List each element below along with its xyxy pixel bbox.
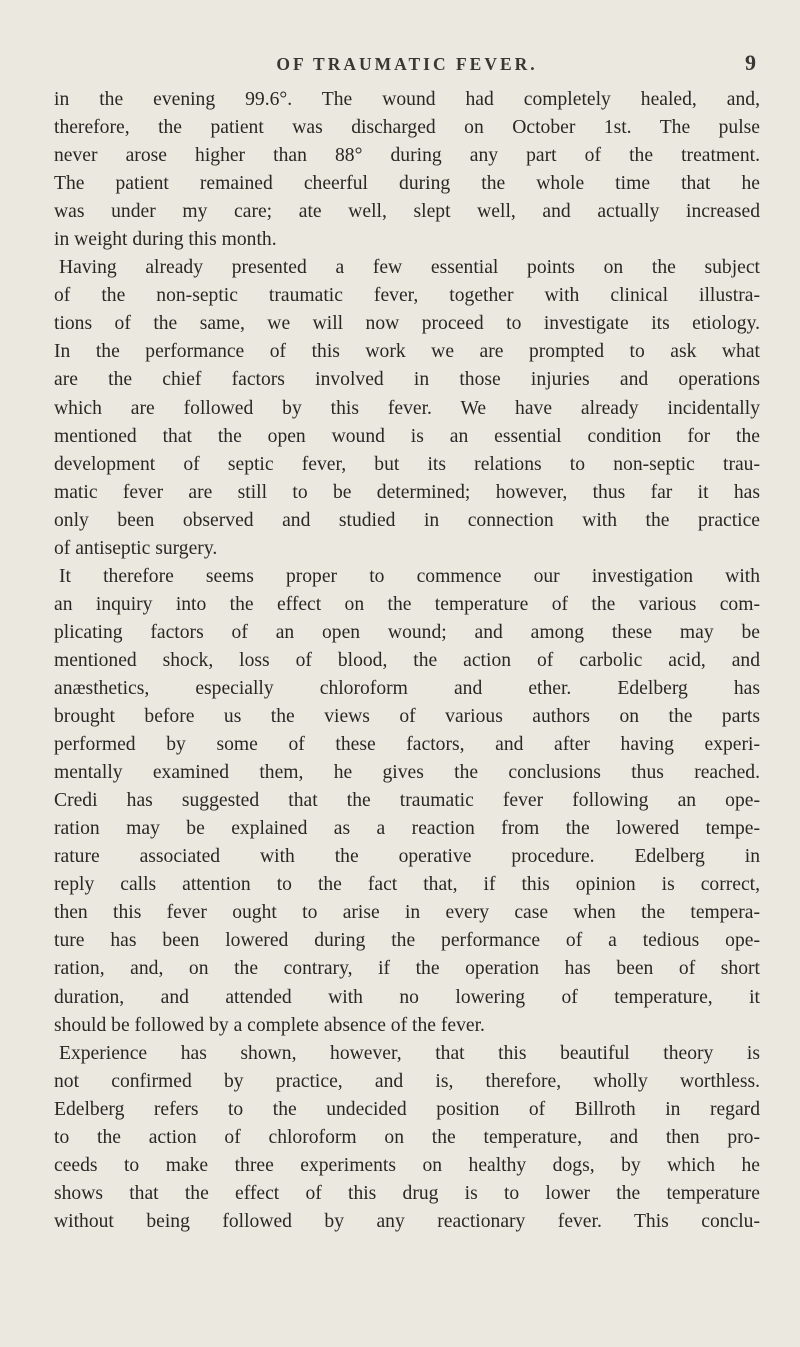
text-line: The patient remained cheerful during the whole time that he bbox=[54, 173, 760, 195]
text-line: rature associated with the operative procedure. Edelberg in bbox=[54, 846, 760, 868]
text-line: anæsthetics, especially chloroform and ether. Edelberg has bbox=[54, 677, 760, 699]
text-line: In the performance of this work we are prompted to ask what bbox=[54, 341, 760, 363]
text-line: then this fever ought to arise in every case when the tempera- bbox=[54, 902, 760, 924]
text-line: was under my care; ate well, slept well, and actually increased bbox=[54, 201, 760, 223]
text-line: Experience has shown, however, that this beautiful theory is bbox=[59, 1042, 760, 1064]
text-line: performed by some of these factors, and after having experi- bbox=[54, 734, 760, 756]
text-line: ture has been lowered during the performance of a tedious ope- bbox=[54, 930, 760, 952]
text-line: Edelberg refers to the undecided position of Billroth in regard bbox=[54, 1098, 760, 1120]
text-line: development of septic fever, but its relations to non-septic trau- bbox=[54, 453, 760, 475]
text-line: not confirmed by practice, and is, therefore, wholly worthless. bbox=[54, 1070, 760, 1092]
text-line: Credi has suggested that the traumatic fever following an ope- bbox=[54, 790, 760, 812]
text-line: mentally examined them, he gives the conclusions thus reached. bbox=[54, 762, 760, 784]
text-line: never arose higher than 88° during any part of the treatment. bbox=[54, 145, 760, 167]
text-line: an inquiry into the effect on the temperature of the various com- bbox=[54, 593, 760, 615]
text-line: mentioned shock, loss of blood, the action of carbolic acid, and bbox=[54, 649, 760, 671]
text-line: which are followed by this fever. We have already incidentally bbox=[54, 397, 760, 419]
text-line: to the action of chloroform on the temperature, and then pro- bbox=[54, 1126, 760, 1148]
text-line: in weight during this month. bbox=[54, 229, 277, 251]
body-text bbox=[54, 86, 760, 1236]
text-line: ration, and, on the contrary, if the operation has been of short bbox=[54, 958, 760, 980]
text-line: therefore, the patient was discharged on October 1st. The pulse bbox=[54, 117, 760, 139]
running-title: OF TRAUMATIC FEVER. bbox=[276, 54, 538, 74]
text-line: brought before us the views of various authors on the parts bbox=[54, 706, 760, 728]
page-number: 9 bbox=[745, 50, 756, 75]
text-line: ration may be explained as a reaction from the lowered tempe- bbox=[54, 818, 760, 840]
text-line: plicating factors of an open wound; and among these may be bbox=[54, 621, 760, 643]
text-line: duration, and attended with no lowering of temperature, it bbox=[54, 986, 760, 1008]
text-line: are the chief factors involved in those injuries and operations bbox=[54, 369, 760, 391]
text-line: should be followed by a complete absence of the fever. bbox=[54, 1014, 485, 1036]
text-line: shows that the effect of this drug is to lower the temperature bbox=[54, 1182, 760, 1204]
text-line: without being followed by any reactionary fever. This conclu- bbox=[54, 1210, 760, 1232]
text-line: only been observed and studied in connection with the practice bbox=[54, 509, 760, 531]
text-line: It therefore seems proper to commence our investigation with bbox=[59, 565, 760, 587]
text-line: of antiseptic surgery. bbox=[54, 537, 218, 559]
text-line: of the non-septic traumatic fever, together with clinical illustra- bbox=[54, 285, 760, 307]
text-line: mentioned that the open wound is an essential condition for the bbox=[54, 425, 760, 447]
text-line: tions of the same, we will now proceed to investigate its etiology. bbox=[54, 313, 760, 335]
text-line: Having already presented a few essential points on the subject bbox=[59, 257, 760, 279]
text-line: matic fever are still to be determined; however, thus far it has bbox=[54, 481, 760, 503]
text-line: ceeds to make three experiments on healthy dogs, by which he bbox=[54, 1154, 760, 1176]
running-head bbox=[54, 50, 760, 80]
text-line: reply calls attention to the fact that, if this opinion is correct, bbox=[54, 874, 760, 896]
text-line: in the evening 99.6°. The wound had completely healed, and, bbox=[54, 89, 760, 110]
